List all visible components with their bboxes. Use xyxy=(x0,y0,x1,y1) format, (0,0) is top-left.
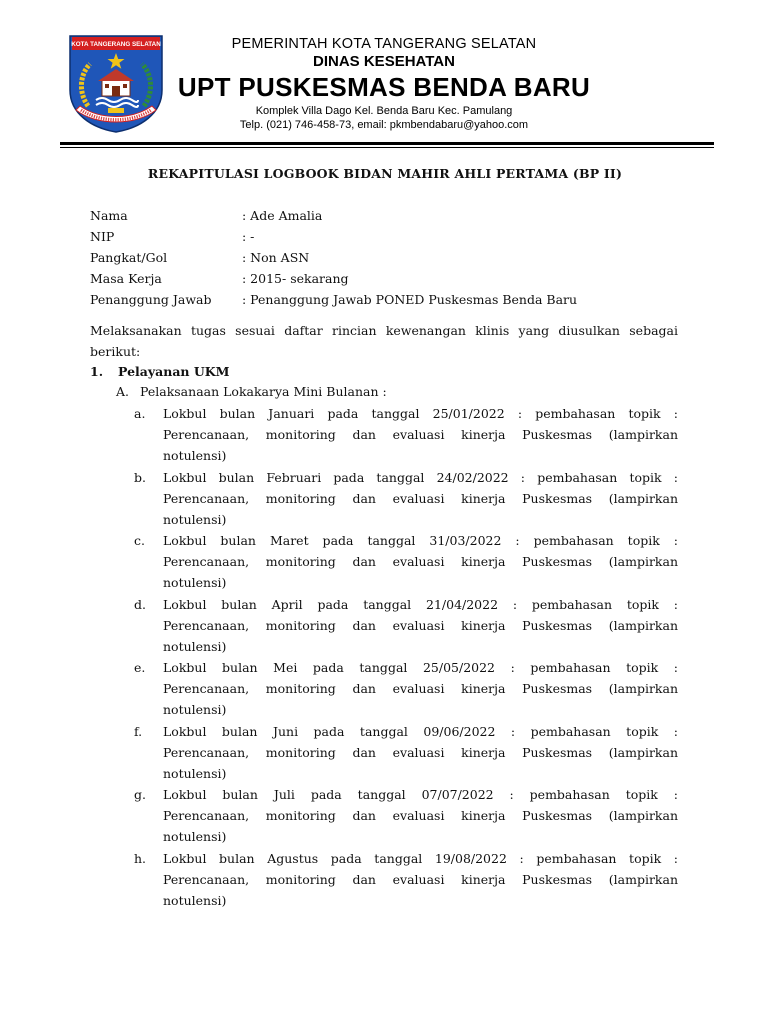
subsection-heading xyxy=(116,381,387,402)
list-item-letter: g. xyxy=(134,787,146,802)
list-item-line: Perencanaan, monitoring dan evaluasi kinerja Puskesmas (lampirkan xyxy=(163,808,678,823)
letterhead-contact: Telp. (021) 746-458-73, email: pkmbendabaru@yahoo.com xyxy=(239,119,529,131)
list-item-letter: b. xyxy=(134,469,146,485)
letterhead-government: PEMERINTAH KOTA TANGERANG SELATAN xyxy=(231,36,537,52)
list-item-line: notulensi) xyxy=(163,765,227,781)
list-item xyxy=(134,403,678,467)
list-item-line: Lokbul bulan April pada tanggal 21/04/2022 : pembahasan topik : xyxy=(163,596,678,612)
list-item-letter: c. xyxy=(134,533,145,548)
letterhead-institution: UPT PUSKESMAS BENDA BARU xyxy=(177,72,591,102)
meeting-list xyxy=(134,403,678,911)
list-item-line: Lokbul bulan Agustus pada tanggal 19/08/2022 : pembahasan topik : xyxy=(163,850,678,866)
section-title: Pelayanan UKM xyxy=(118,364,230,379)
list-item-line: Perencanaan, monitoring dan evaluasi kinerja Puskesmas (lampirkan xyxy=(163,871,678,887)
list-item xyxy=(134,657,678,721)
list-item-line: notulensi) xyxy=(163,448,227,463)
list-item-text xyxy=(163,657,678,720)
identity-label: Nama xyxy=(90,208,128,223)
list-item-line: notulensi) xyxy=(163,511,227,527)
list-item-line: notulensi) xyxy=(163,829,227,844)
list-item-text xyxy=(163,594,678,657)
section-number: 1. xyxy=(90,364,104,379)
list-item-line: Perencanaan, monitoring dan evaluasi kinerja Puskesmas (lampirkan xyxy=(163,554,678,569)
list-item xyxy=(134,594,678,658)
list-item-line: notulensi) xyxy=(163,638,227,654)
identity-label: Masa Kerja xyxy=(90,271,162,286)
identity-label: Penanggung Jawab xyxy=(90,292,212,307)
document-title: REKAPITULASI LOGBOOK BIDAN MAHIR AHLI PERTAMA (BP II) xyxy=(147,166,623,181)
svg-text:KOTA TANGERANG SELATAN: KOTA TANGERANG SELATAN xyxy=(71,41,161,48)
list-item-line: Lokbul bulan Maret pada tanggal 31/03/2022 : pembahasan topik : xyxy=(163,533,678,548)
letterhead-divider-thin xyxy=(60,147,714,148)
list-item-letter: e. xyxy=(134,660,146,675)
identity-label: NIP xyxy=(90,229,115,244)
list-item xyxy=(134,784,678,848)
section-heading xyxy=(90,361,229,382)
list-item-text xyxy=(163,848,678,911)
letterhead-address: Komplek Villa Dago Kel. Benda Baru Kec. Pamulang xyxy=(255,105,513,117)
list-item-letter: d. xyxy=(134,596,146,612)
list-item-line: Lokbul bulan Januari pada tanggal 25/01/2022 : pembahasan topik : xyxy=(163,406,678,421)
list-item-line: Perencanaan, monitoring dan evaluasi kinerja Puskesmas (lampirkan xyxy=(163,744,678,760)
list-item xyxy=(134,530,678,594)
list-item-line: Perencanaan, monitoring dan evaluasi kinerja Puskesmas (lampirkan xyxy=(163,617,678,633)
list-item-text xyxy=(163,467,678,530)
list-item-text xyxy=(163,784,678,847)
list-item-line: Lokbul bulan Juni pada tanggal 09/06/2022 : pembahasan topik : xyxy=(163,723,678,739)
list-item xyxy=(134,467,678,531)
letterhead-divider-thick xyxy=(60,142,714,145)
identity-value: : - xyxy=(242,229,255,244)
list-item-line: notulensi) xyxy=(163,702,227,717)
list-item-line: Perencanaan, monitoring dan evaluasi kinerja Puskesmas (lampirkan xyxy=(163,427,678,442)
letterhead xyxy=(166,36,602,133)
identity-label: Pangkat/Gol xyxy=(90,250,168,265)
list-item-letter: a. xyxy=(134,406,146,421)
subsection-title: Pelaksanaan Lokakarya Mini Bulanan : xyxy=(140,384,387,399)
list-item-line: Lokbul bulan Februari pada tanggal 24/02/2022 : pembahasan topik : xyxy=(163,469,678,485)
list-item-text xyxy=(163,403,678,466)
list-item xyxy=(134,721,678,785)
identity-value: : Ade Amalia xyxy=(242,208,323,223)
kota-tangerang-selatan-logo xyxy=(66,32,166,134)
intro-paragraph: Melaksanakan tugas sesuai daftar rincian kewenangan klinis yang diusulkan sebagai berikut: xyxy=(90,323,678,359)
list-item-line: notulensi) xyxy=(163,892,227,908)
identity-value: : Non ASN xyxy=(242,250,310,265)
list-item xyxy=(134,848,678,912)
list-item-letter: f. xyxy=(134,723,143,739)
list-item-text xyxy=(163,721,678,784)
letterhead-department: DINAS KESEHATAN xyxy=(313,53,455,70)
list-item-line: Perencanaan, monitoring dan evaluasi kinerja Puskesmas (lampirkan xyxy=(163,681,678,696)
list-item-letter: h. xyxy=(134,850,147,866)
identity-value: : 2015- sekarang xyxy=(242,271,349,286)
list-item-text xyxy=(163,530,678,593)
identity-value: : Penanggung Jawab PONED Puskesmas Benda Baru xyxy=(242,292,578,307)
list-item-line: Lokbul bulan Juli pada tanggal 07/07/2022 : pembahasan topik : xyxy=(163,787,678,802)
list-item-line: Lokbul bulan Mei pada tanggal 25/05/2022 : pembahasan topik : xyxy=(163,660,678,675)
subsection-number: A. xyxy=(116,384,130,399)
list-item-line: notulensi) xyxy=(163,575,227,590)
list-item-line: Perencanaan, monitoring dan evaluasi kinerja Puskesmas (lampirkan xyxy=(163,490,678,506)
